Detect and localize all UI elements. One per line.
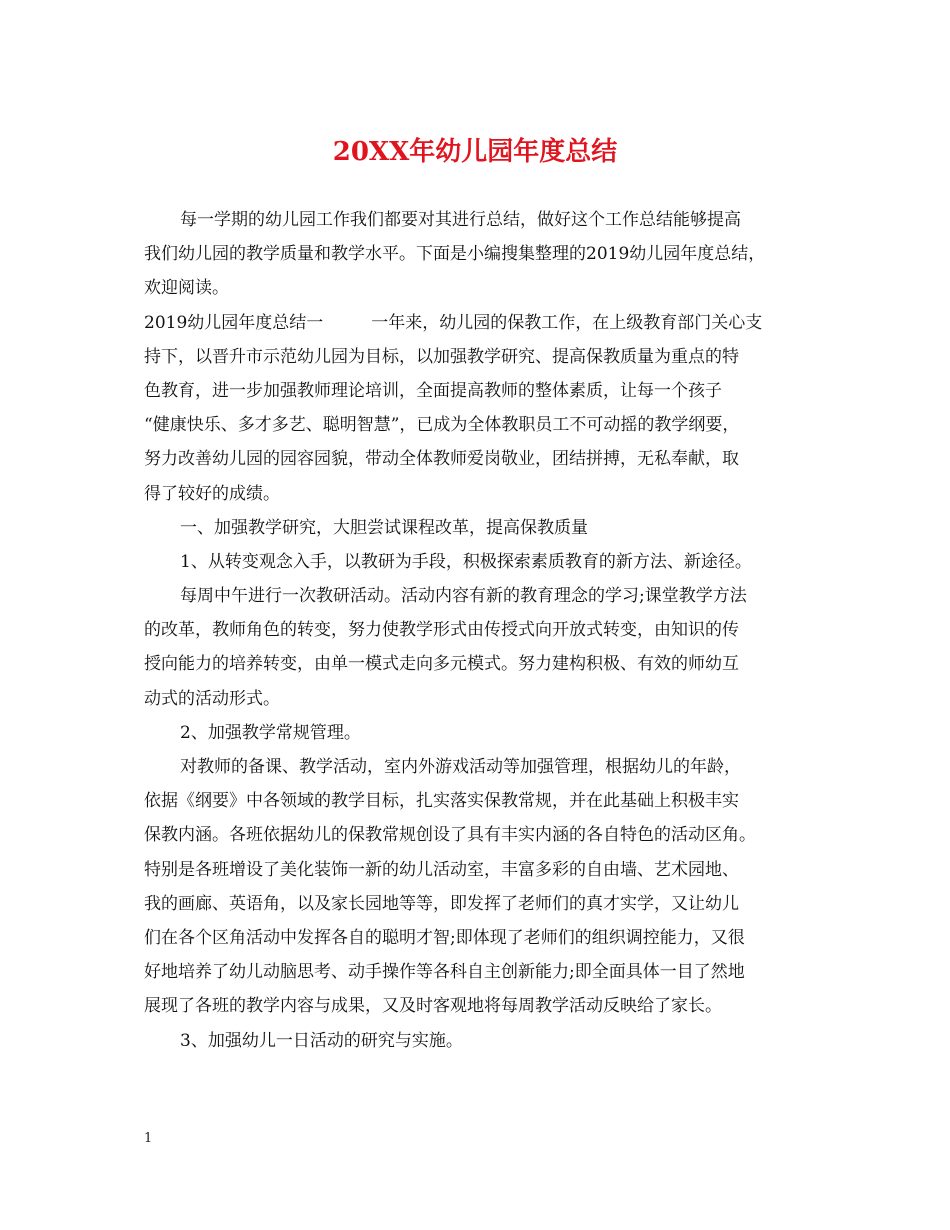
paragraph-line: 每周中午进行一次教研活动。活动内容有新的教育理念的学习;课堂教学方法 (180, 586, 747, 607)
page-number: 1 (144, 1131, 153, 1146)
paragraph-line: 动式的活动形式。 (144, 688, 280, 709)
paragraph-line: 得了较好的成绩。 (144, 483, 280, 504)
paragraph-line: 每一学期的幼儿园工作我们都要对其进行总结，做好这个工作总结能够提高 (180, 210, 741, 230)
document-title: 20XX年幼儿园年度总结 (332, 137, 618, 167)
paragraph-line: 1、从转变观念入手，以教研为手段，积极探索素质教育的新方法、新途径。 (180, 551, 752, 572)
paragraph-line: 我们幼儿园的教学质量和教学水平。下面是小编搜集整理的2019幼儿园年度总结， (144, 244, 766, 265)
paragraph-line: 保教内涵。各班依据幼儿的保教常规创设了具有丰实内涵的各自特色的活动区角。 (144, 825, 756, 846)
paragraph-line: 2、加强教学常规管理。 (180, 722, 361, 743)
document-body (144, 203, 809, 1058)
paragraph-line: 色教育，进一步加强教师理论培训，全面提高教师的整体素质，让每一个孩子 (144, 380, 722, 401)
paragraph-line: 欢迎阅读。 (144, 278, 229, 299)
paragraph-line: 3、加强幼儿一日活动的研究与实施。 (180, 1030, 463, 1051)
paragraph-line: 我的画廊、英语角，以及家长园地等等，即发挥了老师们的真才实学，又让幼儿 (144, 893, 739, 914)
paragraph-line: 特别是各班增设了美化装饰一新的幼儿活动室，丰富多彩的自由墙、艺术园地、 (144, 859, 739, 880)
section-heading: 2019幼儿园年度总结一 (144, 312, 324, 333)
section-title: 一、加强教学研究，大胆尝试课程改革，提高保教质量 (180, 517, 588, 538)
paragraph-line: 持下，以晋升市示范幼儿园为目标，以加强教学研究、提高保教质量为重点的特 (144, 346, 739, 367)
paragraph-line: 们在各个区角活动中发挥各自的聪明才智;即体现了老师们的组织调控能力，又很 (144, 927, 745, 948)
paragraph-line: 授向能力的培养转变，由单一模式走向多元模式。努力建构积极、有效的师幼互 (144, 654, 739, 675)
paragraph-line: 展现了各班的教学内容与成果，又及时客观地将每周教学活动反映给了家长。 (144, 996, 722, 1017)
paragraph-line: “健康快乐、多才多艺、聪明智慧”，已成为全体教职员工不可动摇的教学纲要， (144, 415, 740, 436)
paragraph-text: 一年来，幼儿园的保教工作，在上级教育部门关心支 (371, 312, 763, 333)
paragraph-line: 依据《纲要》中各领域的教学目标，扎实落实保教常规，并在此基础上积极丰实 (144, 791, 739, 812)
paragraph-line: 努力改善幼儿园的园容园貌，带动全体教师爱岗敬业，团结拼搏，无私奉献，取 (144, 449, 739, 470)
paragraph-line: 对教师的备课、教学活动，室内外游戏活动等加强管理，根据幼儿的年龄， (180, 757, 741, 777)
paragraph-line: 的改革，教师角色的转变，努力使教学形式由传授式向开放式转变，由知识的传 (144, 620, 739, 641)
paragraph-line-with-heading (144, 306, 809, 340)
paragraph-line: 好地培养了幼儿动脑思考、动手操作等各科自主创新能力;即全面具体一目了然地 (144, 962, 745, 983)
